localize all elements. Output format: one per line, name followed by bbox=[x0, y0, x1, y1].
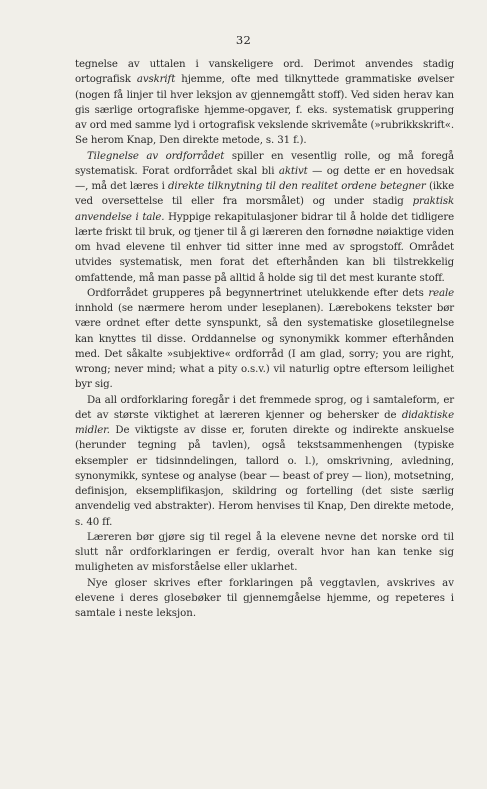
text-run: Læreren bør gjøre sig til regel å la elevene nevne det norske ord til slutt når ordforklaringen er ferdig, overalt hvor han kan tenke sig muligheten av misforståelse eller uklarhet. bbox=[75, 531, 454, 574]
italic-text: reale bbox=[428, 287, 454, 299]
paragraph bbox=[75, 57, 454, 149]
italic-text: direkte tilknytning til den realitet ordene betegner bbox=[168, 181, 426, 192]
paragraph bbox=[75, 530, 454, 576]
text-run: De viktigste av disse er, foruten direkte og indirekte anskuelse (herunder tegning på tavlen), også tekstsammenhengen (typiske eksempler er tidsinndelingen, tallord o. l.), omskrivning, avledning, synonymikk, syntese og analyse (bear — beast of prey — lion), motsetning, definisjon, eksemplifikasjon, skildring og fortelling (det siste særlig anvendelig ved abstrakter). Herom henvises til Knap, Den direkte metode, s. 40 ff. bbox=[75, 425, 454, 528]
body-text bbox=[75, 57, 454, 621]
italic-text: aktivt bbox=[278, 165, 308, 177]
paragraph bbox=[75, 286, 454, 393]
text-run: Hyppige rekapitulasjoner bidrar til å holde det tidligere lærte friskt til bruk, og tjener til å gi læreren den fornødne nøiaktige viden om hvad elevene til enhver tid sitter inne med av sprogstoff. Området utvides systematisk, men forat det efterhånden kan bli tilstrekkelig omfattende, må man passe på alltid å holde sig til det mest kurante stoff. bbox=[75, 211, 454, 284]
text-run: hjemme, ofte med tilknyttede grammatiske øvelser (nogen få linjer til hver leksjon av gjennemgått stoff). Ved siden herav kan gis særlige ortografiske hjemme-opgaver, f. eks. systematisk gruppering av ord med samme lyd i ortografisk vekslende skrivemåte (»rubrikkskrift«. Se herom Knap, Den direkte metode, s. 31 f.). bbox=[75, 74, 454, 147]
text-run: tegnelse av uttalen i vanskeligere ord. Derimot anvendes stadig ortografisk bbox=[75, 59, 454, 86]
text-run: Ordforrådet grupperes på begynnertrinet utelukkende efter dets bbox=[87, 287, 429, 299]
italic-text: praktisk anvendelse i tale. bbox=[75, 196, 454, 223]
text-run: Da all ordforklaring foregår i det fremmede sprog, og i samtaleform, er det av største viktighet at læreren kjenner og behersker de bbox=[75, 394, 454, 421]
paragraph bbox=[75, 149, 454, 286]
text-run: spiller en vesentlig rolle, og må foregå systematisk. Forat ordforrådet skal bli bbox=[75, 150, 454, 177]
text-run: — og dette er en hovedsak —, må det læres i bbox=[75, 165, 454, 192]
paragraph bbox=[75, 576, 454, 622]
paragraph bbox=[75, 393, 454, 530]
italic-text: Tilegnelse av ordforrådet bbox=[87, 150, 225, 162]
page-number: 32 bbox=[235, 33, 252, 47]
text-run: Nye gloser skrives efter forklaringen på veggtavlen, avskrives av elevene i deres glosebøker til gjennemgåelse hjemme, og repeteres i samtale i neste leksjon. bbox=[75, 577, 454, 619]
text-run: innhold (se nærmere herom under leseplanen). Lærebokens tekster bør være ordnet efter dette synspunkt, så den systematiske glosetilegnelse kan knyttes til disse. Orddannelse og synonymikk kommer efterhånden med. Det såkalte »subjektive« ordforråd (I am glad, sorry; you are right, wrong; never mind; what a pity o.s.v.) vil naturlig optre eftersom leilighet byr sig. bbox=[75, 303, 454, 391]
text-run: (ikke ved oversettelse til eller fra morsmålet) og under stadig bbox=[75, 181, 454, 208]
italic-text: avskrift bbox=[136, 74, 176, 86]
italic-text: didaktiske midler. bbox=[75, 409, 454, 436]
